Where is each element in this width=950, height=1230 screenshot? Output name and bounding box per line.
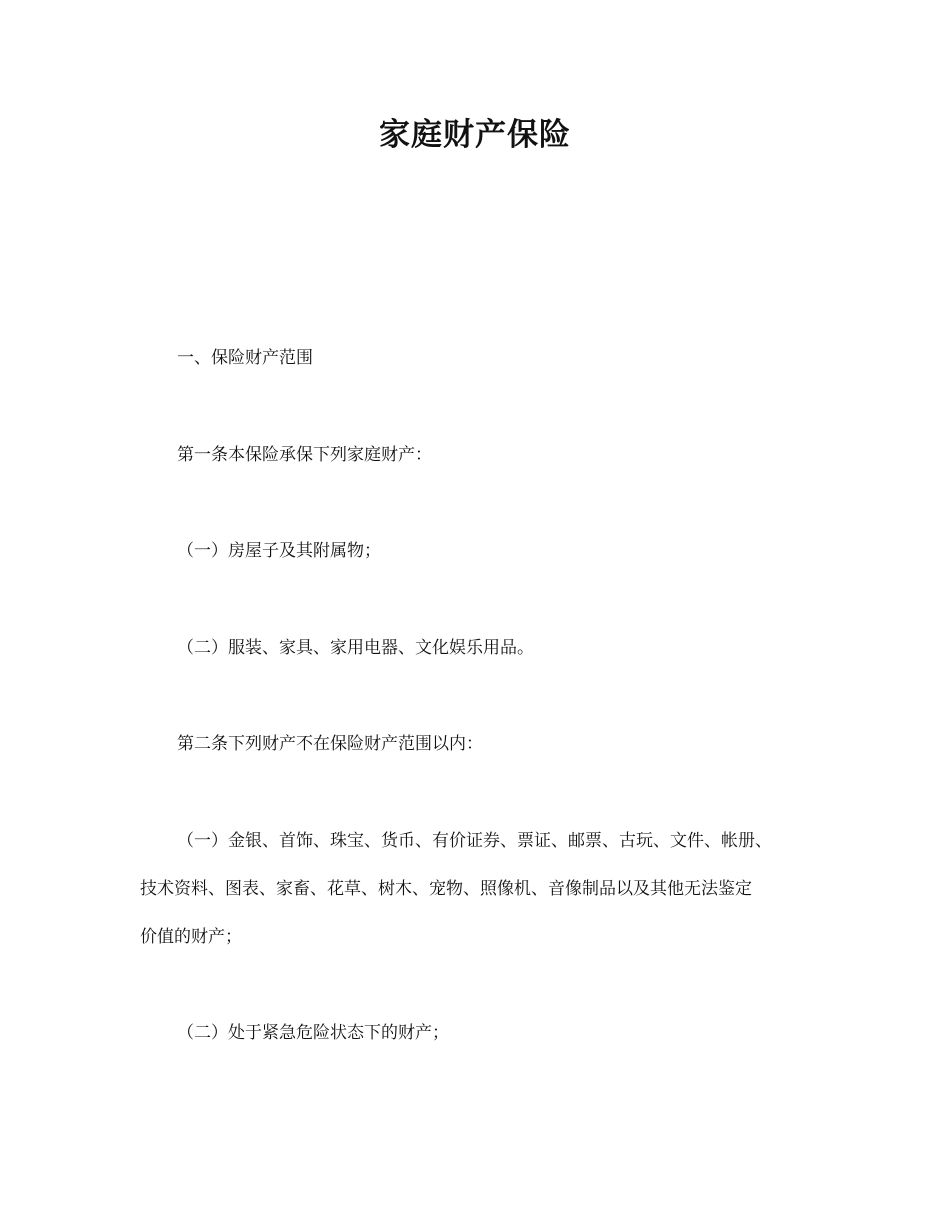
article-1: 第一条本保险承保下列家庭财产： bbox=[177, 445, 432, 465]
article-2: 第二条下列财产不在保险财产范围以内： bbox=[177, 734, 483, 754]
article-2-item-2: （二）处于紧急危险状态下的财产； bbox=[177, 1023, 449, 1043]
article-1-item-2: （二）服装、家具、家用电器、文化娱乐用品。 bbox=[177, 638, 534, 658]
article-1-item-1: （一）房屋子及其附属物； bbox=[177, 541, 381, 561]
article-2-item-1-line-2: 技术资料、图表、家畜、花草、树木、宠物、照像机、音像制品以及其他无法鉴定 bbox=[140, 879, 752, 899]
article-2-item-1-line-1: （一）金银、首饰、珠宝、货币、有价证券、票证、邮票、古玩、文件、帐册、 bbox=[177, 831, 772, 851]
document-title: 家庭财产保险 bbox=[379, 117, 571, 153]
section-heading: 一、保险财产范围 bbox=[177, 348, 313, 368]
article-2-item-1-line-3: 价值的财产； bbox=[140, 927, 242, 947]
